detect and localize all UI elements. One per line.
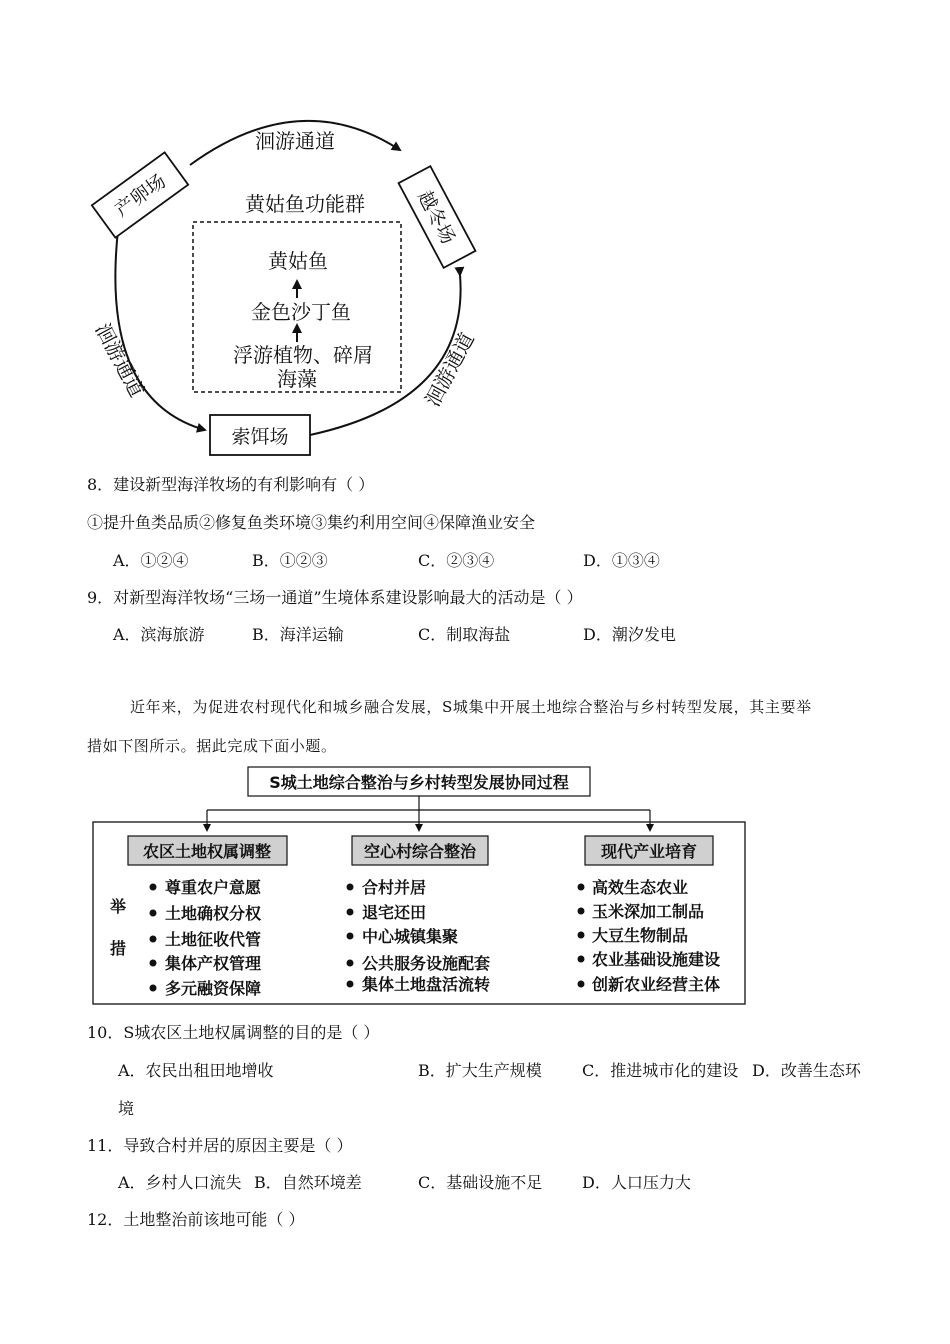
q8-items: ①提升鱼类品质②修复鱼类环境③集约利用空间④保障渔业安全 [87, 513, 536, 532]
q11-option-c[interactable]: C．基础设施不足 [418, 1173, 543, 1192]
q10-stem: 10．S城农区土地权属调整的目的是（ ） [87, 1023, 380, 1042]
list-item: 高效生态农业 [592, 878, 689, 897]
chain-bottom-2: 海藻 [277, 367, 317, 391]
q9-option-c[interactable]: C．制取海盐 [418, 625, 511, 644]
q10-option-d-wrap: 境 [118, 1099, 135, 1118]
bullet [347, 960, 354, 967]
channel-right-label: 洄游通道 [420, 328, 479, 411]
list-item: 创新农业经营主体 [592, 975, 721, 994]
column-header-1: 农区土地权属调整 [142, 842, 272, 861]
fish-cycle-diagram [0, 0, 950, 470]
list-item: 土地征收代管 [165, 930, 262, 949]
list-item: 合村并居 [362, 878, 427, 897]
q8-option-b[interactable]: B．①②③ [252, 551, 328, 570]
q9-option-d[interactable]: D．潮汐发电 [583, 625, 676, 644]
q11-option-a[interactable]: A．乡村人口流失 [118, 1173, 242, 1192]
q8-option-c[interactable]: C．②③④ [418, 551, 495, 570]
column-2-items [347, 878, 491, 994]
list-item: 尊重农户意愿 [165, 878, 262, 897]
bullet [150, 884, 157, 891]
wintering-box [399, 166, 476, 268]
list-item: 退宅还田 [362, 903, 427, 922]
q9-stem: 9．对新型海洋牧场“三场一通道”生境体系建设影响最大的活动是（ ） [87, 588, 583, 607]
list-item: 公共服务设施配套 [362, 954, 491, 973]
q10-option-c[interactable]: C．推进城市化的建设 [582, 1061, 739, 1080]
list-item: 农业基础设施建设 [592, 950, 721, 969]
list-item: 大豆生物制品 [592, 926, 689, 945]
wintering-label: 越冬场 [413, 187, 460, 248]
q10-option-d[interactable]: D．改善生态环 [752, 1061, 861, 1080]
chain-mid: 金色沙丁鱼 [251, 300, 351, 324]
land-consolidation-diagram [0, 760, 950, 1010]
bullet [578, 956, 585, 963]
list-item: 中心城镇集聚 [362, 927, 459, 946]
q12-stem: 12．土地整治前该地可能（ ） [87, 1210, 305, 1229]
bullet [150, 985, 157, 992]
column-header-2: 空心村综合整治 [363, 842, 477, 861]
passage-line-1: 近年来，为促进农村现代化和城乡融合发展，S城集中开展土地综合整治与乡村转型发展，其主要举 [130, 698, 812, 716]
q10-option-a[interactable]: A．农民出租田地增收 [118, 1061, 274, 1080]
side-label-1: 举 [110, 897, 127, 916]
channel-top-label: 洄游通道 [255, 129, 335, 153]
list-item: 集体产权管理 [165, 954, 262, 973]
bullet [150, 936, 157, 943]
bullet [578, 884, 585, 891]
q11-option-b[interactable]: B．自然环境差 [254, 1173, 362, 1192]
list-item: 集体土地盘活流转 [362, 975, 491, 994]
channel-left-label: 洄游通道 [90, 319, 150, 401]
q11-option-d[interactable]: D．人口压力大 [582, 1173, 691, 1192]
passage-line-2: 措如下图所示。据此完成下面小题。 [87, 737, 337, 755]
land-title: S城土地综合整治与乡村转型发展协同过程 [269, 773, 569, 792]
column-header-3: 现代产业培育 [600, 842, 698, 861]
spawning-label: 产卵场 [111, 170, 171, 222]
bullet [347, 933, 354, 940]
q8-stem: 8．建设新型海洋牧场的有利影响有（ ） [87, 475, 375, 494]
q9-option-b[interactable]: B．海洋运输 [252, 625, 344, 644]
bullet [578, 908, 585, 915]
bullet [578, 932, 585, 939]
feeding-label: 索饵场 [231, 426, 289, 448]
bullet [150, 960, 157, 967]
q8-option-a[interactable]: A．①②④ [113, 551, 189, 570]
list-item: 土地确权分权 [165, 904, 262, 923]
list-item: 多元融资保障 [165, 979, 262, 998]
list-item: 玉米深加工制品 [592, 902, 705, 921]
side-label-2: 措 [110, 939, 127, 958]
group-title: 黄姑鱼功能群 [245, 192, 365, 216]
column-1-items [150, 878, 263, 998]
bullet [347, 981, 354, 988]
bullet [347, 884, 354, 891]
chain-bottom-1: 浮游植物、碎屑 [233, 343, 373, 367]
bullet [347, 909, 354, 916]
q9-option-a[interactable]: A．滨海旅游 [113, 625, 205, 644]
q11-stem: 11．导致合村并居的原因主要是（ ） [87, 1136, 353, 1155]
q8-option-d[interactable]: D．①③④ [583, 551, 660, 570]
spawning-box [92, 152, 188, 237]
q10-option-b[interactable]: B．扩大生产规模 [418, 1061, 542, 1080]
column-3-items [578, 878, 721, 994]
bullet [578, 981, 585, 988]
chain-top: 黄姑鱼 [268, 249, 328, 273]
bullet [150, 910, 157, 917]
